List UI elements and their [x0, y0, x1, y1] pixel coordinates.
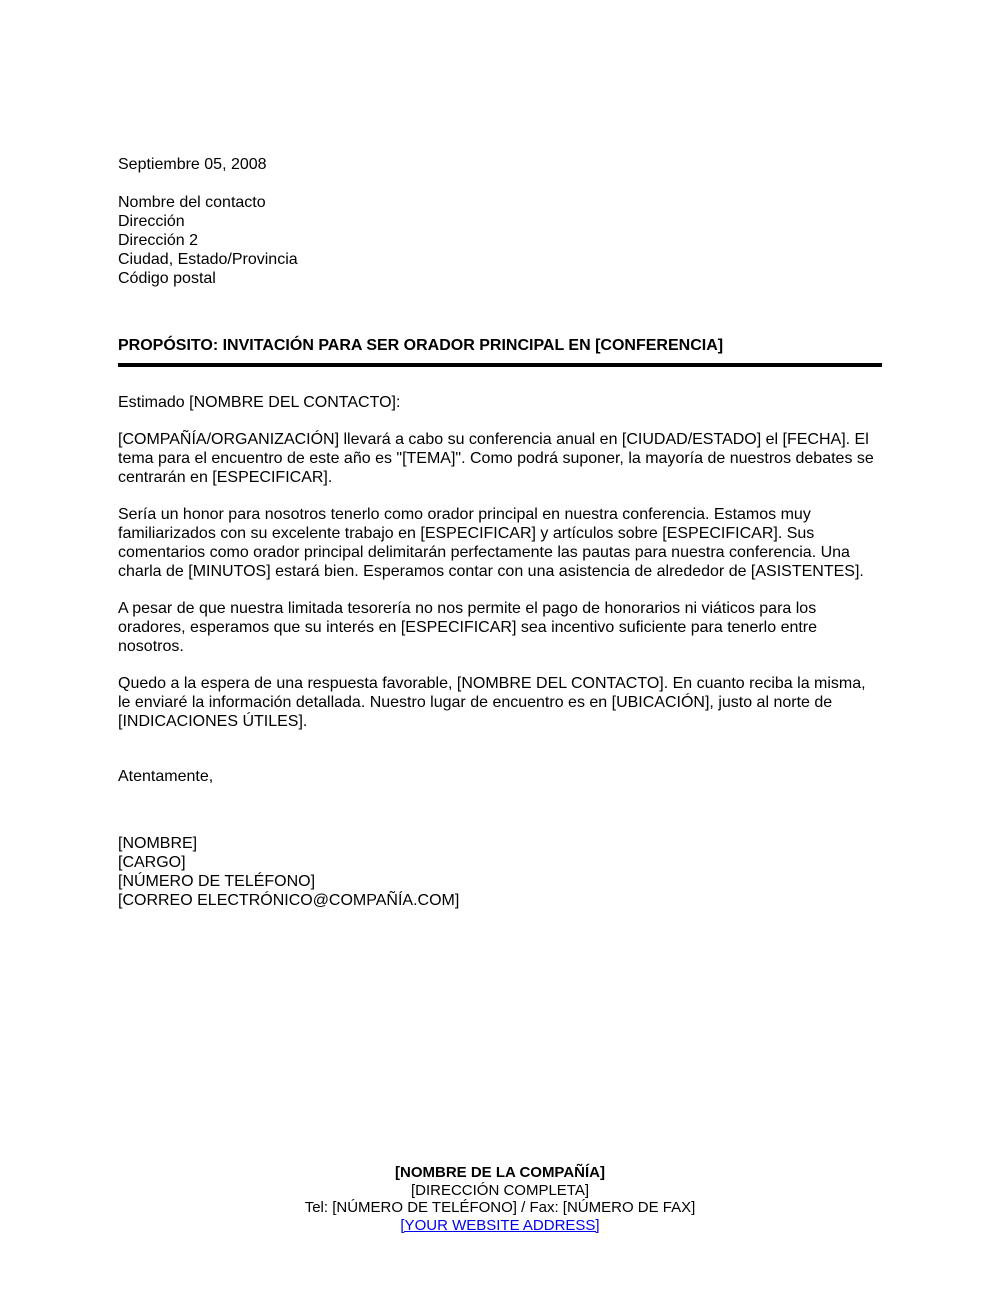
page-footer: [0, 1164, 1000, 1234]
signature-phone: [NÚMERO DE TELÉFONO]: [118, 873, 316, 890]
address-line-contact-name: Nombre del contacto: [118, 194, 266, 211]
address-line-city-state: Ciudad, Estado/Provincia: [118, 251, 298, 268]
letter-body: [118, 155, 882, 910]
footer-website-link[interactable]: [YOUR WEBSITE ADDRESS]: [400, 1216, 600, 1234]
closing: Atentamente,: [118, 768, 214, 785]
signature-email: [CORREO ELECTRÓNICO@COMPAÑÍA.COM]: [118, 892, 460, 909]
signature-title: [CARGO]: [118, 854, 186, 871]
paragraph-2: Sería un honor para nosotros tenerlo como orador principal en nuestra conferencia. Estamos muy familiarizados con su excelente trabajo en [ESPECIFICAR] y artículos sobre [ESPECIFICAR]. Sus comentarios como orador principal delimitarán perfectamente las pautas para nuestra conferencia. Una charla de [MINUTOS] estará bien. Esperamos contar con una asistencia de alrededor de [ASISTENTES].: [118, 506, 864, 580]
address-line-1: Dirección: [118, 213, 185, 230]
subject-line: PROPÓSITO: INVITACIÓN PARA SER ORADOR PRINCIPAL EN [CONFERENCIA]: [118, 336, 882, 367]
salutation: Estimado [NOMBRE DEL CONTACTO]:: [118, 394, 401, 411]
footer-address: [DIRECCIÓN COMPLETA]: [410, 1181, 590, 1199]
recipient-address: [118, 193, 882, 288]
address-line-2: Dirección 2: [118, 232, 199, 249]
signature-block: [118, 834, 882, 910]
footer-contact: Tel: [NÚMERO DE TELÉFONO] / Fax: [NÚMERO DE FAX]: [304, 1199, 696, 1216]
paragraph-3: A pesar de que nuestra limitada tesorería no nos permite el pago de honorarios ni viáticos para los oradores, esperamos que su interés en [ESPECIFICAR] sea incentivo suficiente para tenerlo entre nosotros.: [118, 600, 818, 655]
footer-company-name: [NOMBRE DE LA COMPAÑÍA]: [395, 1164, 605, 1181]
letter-date: Septiembre 05, 2008: [118, 156, 267, 173]
address-line-postal-code: Código postal: [118, 270, 216, 287]
signature-name: [NOMBRE]: [118, 835, 198, 852]
paragraph-1: [COMPAÑÍA/ORGANIZACIÓN] llevará a cabo su conferencia anual en [CIUDAD/ESTADO] el [FECHA]. El tema para el encuentro de este año es "[TEMA]". Como podrá suponer, la mayoría de nuestros debates se centrarán en [ESPECIFICAR].: [118, 431, 874, 486]
paragraph-4: Quedo a la espera de una respuesta favorable, [NOMBRE DEL CONTACTO]. En cuanto reciba la misma, le enviaré la información detallada. Nuestro lugar de encuentro es en [UBICACIÓN], justo al norte de [INDICACIONES ÚTILES].: [118, 675, 866, 730]
